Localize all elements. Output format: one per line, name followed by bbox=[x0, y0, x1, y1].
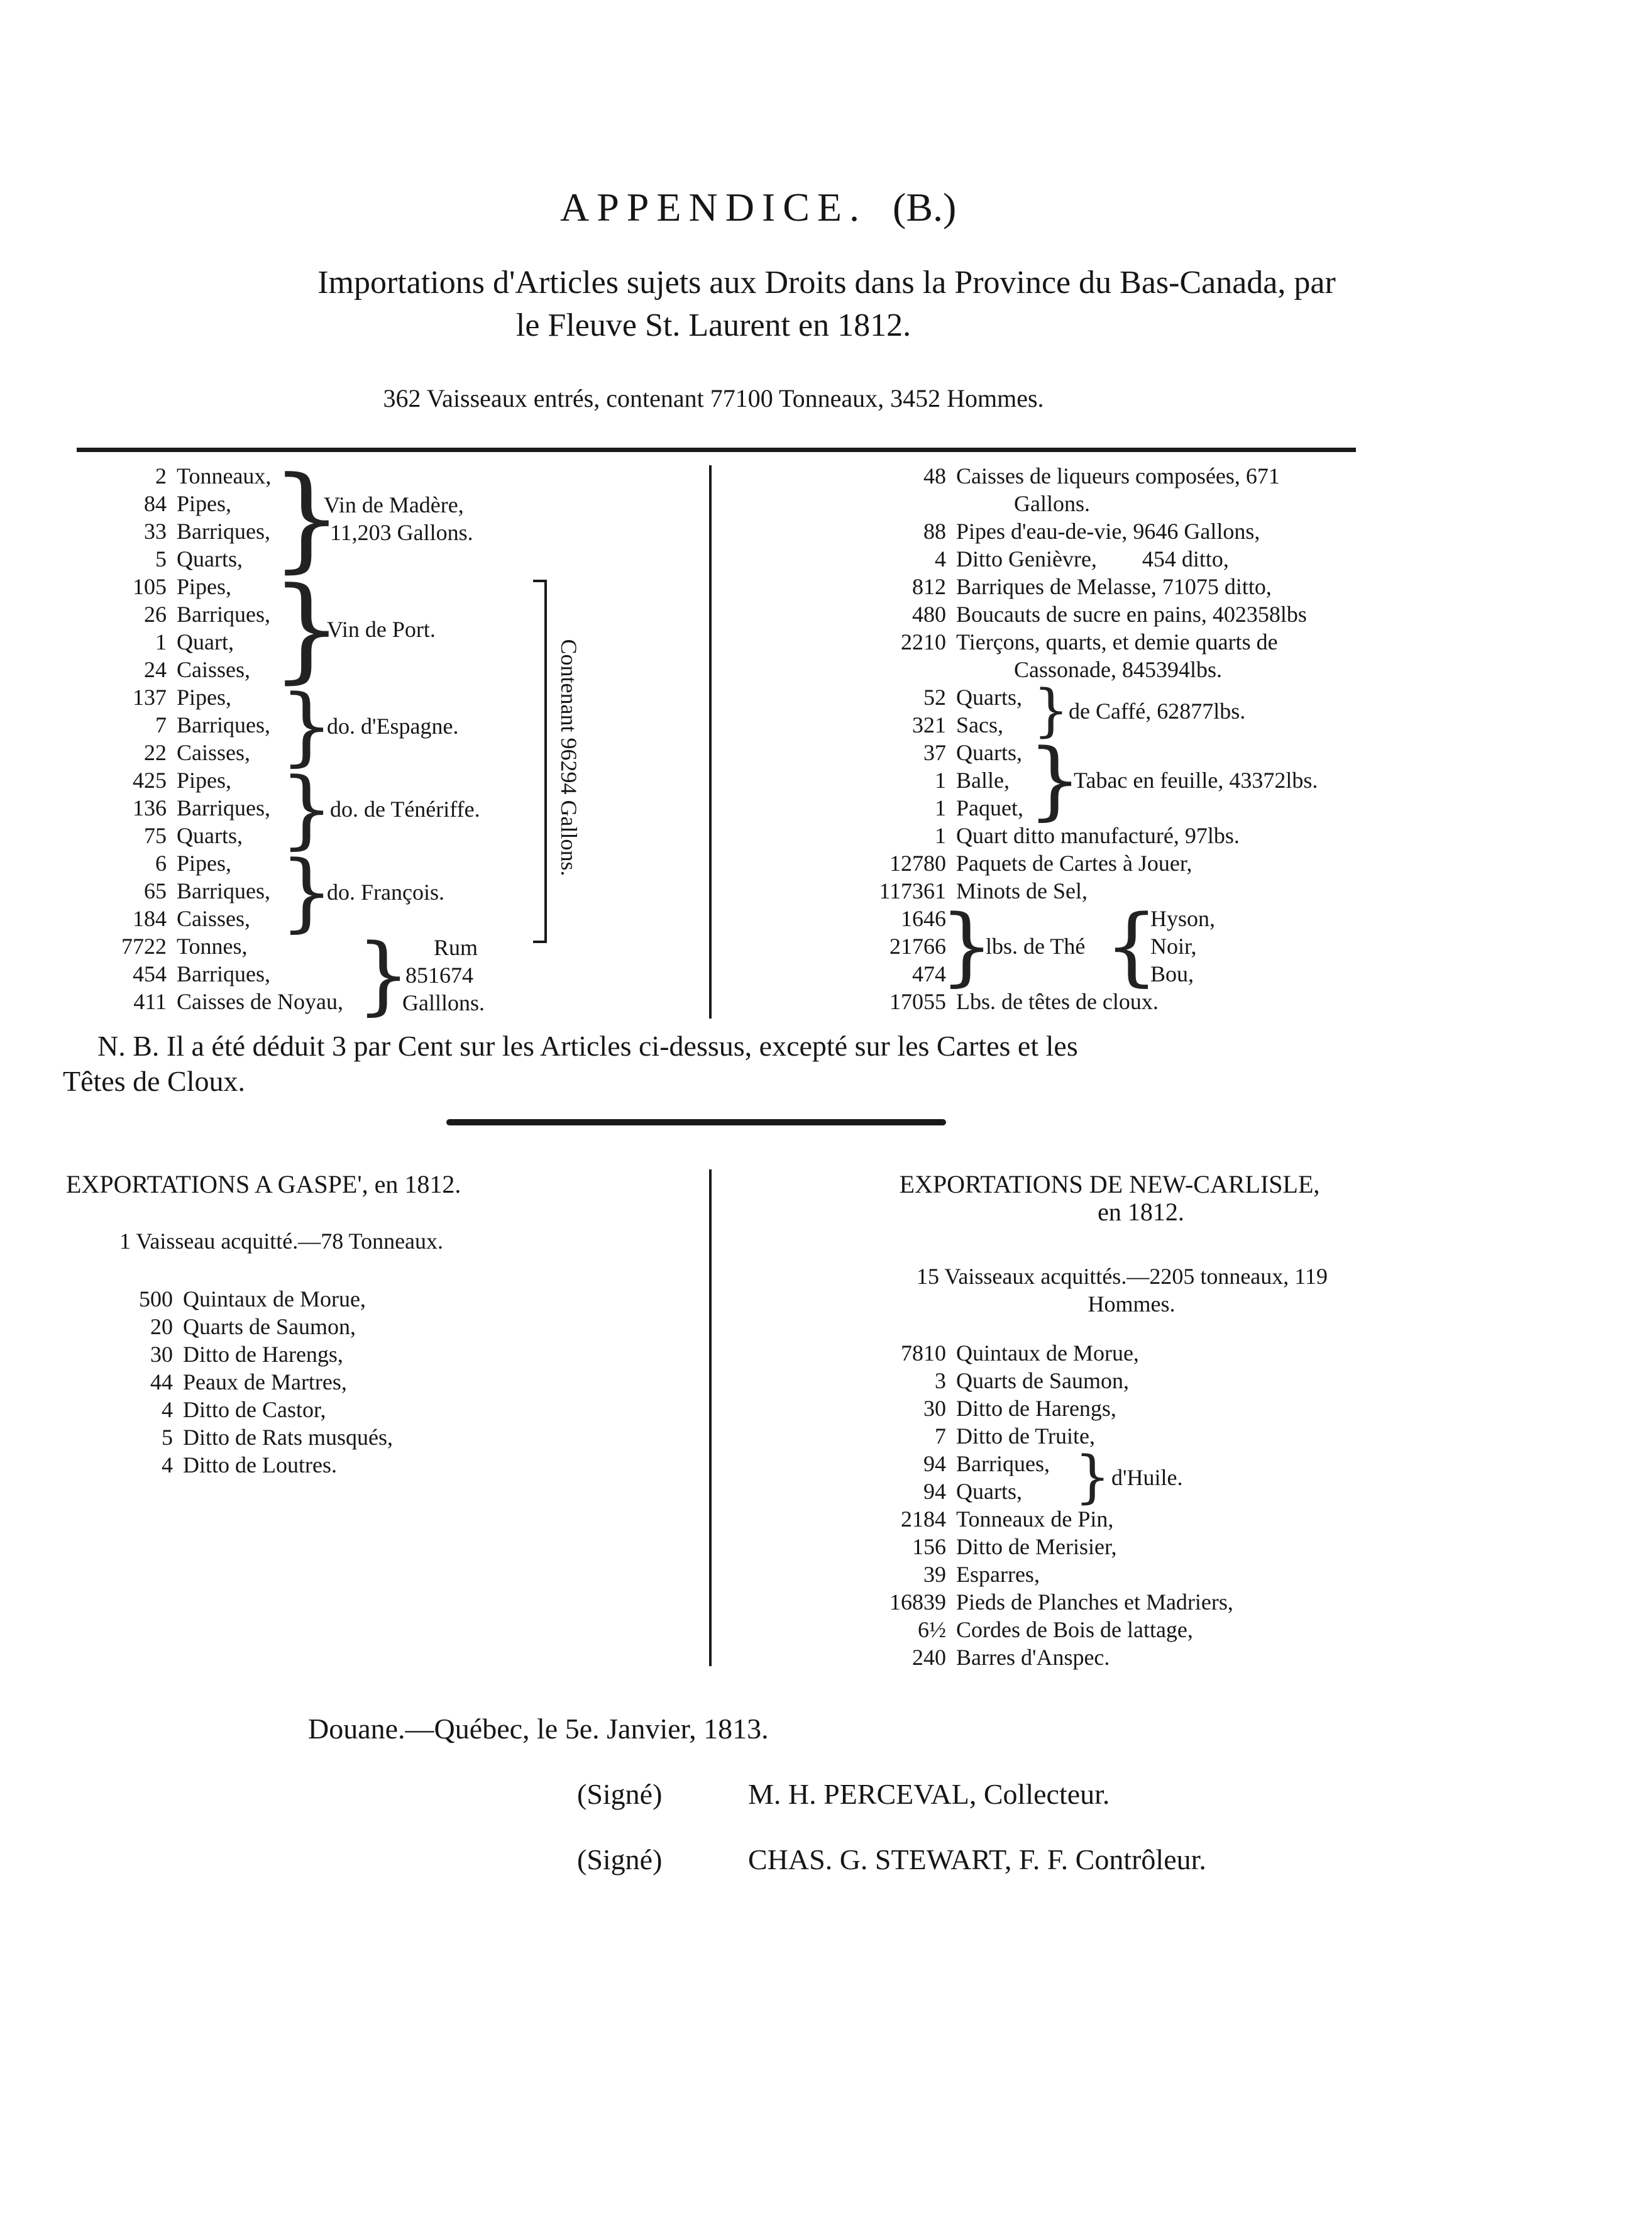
list-item: 480 Boucauts de sucre en pains, 402358lbs bbox=[912, 602, 1307, 627]
subtitle-line-2: le Fleuve St. Laurent en 1812. bbox=[515, 307, 911, 343]
list-item: 20 Quarts de Saumon, bbox=[150, 1314, 356, 1339]
list-item: 94 Barriques, bbox=[923, 1451, 1050, 1476]
list-item: 44 Peaux de Martres, bbox=[150, 1369, 347, 1395]
gaspe-vessels: 1 Vaisseau acquitté.—78 Tonneaux. bbox=[119, 1229, 444, 1254]
brace-spain: } bbox=[280, 677, 334, 775]
list-item: 454 Barriques, bbox=[133, 961, 270, 986]
tenerife-label: do. de Ténériffe. bbox=[330, 797, 480, 822]
list-item: 7810 Quintaux de Morue, bbox=[901, 1340, 1139, 1366]
list-item: 17055 Lbs. de têtes de cloux. bbox=[889, 989, 1159, 1014]
signature-collector: M. H. PERCEVAL, Collecteur. bbox=[748, 1778, 1110, 1810]
list-item: Bou, bbox=[1150, 961, 1194, 986]
wines-total-bracket bbox=[533, 580, 547, 943]
top-rule bbox=[77, 448, 1356, 452]
list-item: 4 Ditto de Castor, bbox=[162, 1397, 326, 1422]
rum-gallons: Galllons. bbox=[402, 990, 485, 1015]
list-item: 30 Ditto de Harengs, bbox=[150, 1342, 343, 1367]
list-item: 1 Quart ditto manufacturé, 97lbs. bbox=[935, 823, 1240, 848]
other-imports-list bbox=[839, 822, 1240, 905]
carlisle-vessels: 15 Vaisseaux acquittés.—2205 tonneaux, 119 bbox=[917, 1264, 1328, 1289]
list-item: 812 Barriques de Melasse, 71075 ditto, bbox=[912, 574, 1272, 599]
list-item: 6 Pipes, bbox=[155, 851, 232, 876]
list-item: 3 Quarts de Saumon, bbox=[935, 1368, 1129, 1393]
brace-madeira: } bbox=[270, 453, 343, 584]
list-item: 156 Ditto de Merisier, bbox=[912, 1534, 1117, 1559]
list-item: Gallons. bbox=[1014, 491, 1090, 516]
tobacco-label: Tabac en feuille, 43372lbs. bbox=[1074, 768, 1318, 793]
wines-total-label: Contenant 96294 Gallons. bbox=[556, 639, 581, 876]
imports-column-divider bbox=[709, 465, 712, 1019]
nails-row bbox=[839, 988, 1159, 1015]
tea-quantities bbox=[839, 905, 946, 988]
carlisle-vessels-line-2: Hommes. bbox=[1088, 1291, 1176, 1317]
list-item: 425 Pipes, bbox=[133, 768, 232, 793]
imports-note-line-2: Têtes de Cloux. bbox=[63, 1065, 245, 1097]
list-item: Hyson, bbox=[1150, 906, 1216, 931]
list-item: 105 Pipes, bbox=[133, 574, 232, 599]
spain-label: do. d'Espagne. bbox=[327, 714, 459, 739]
brace-oil: } bbox=[1074, 1444, 1111, 1510]
signature-controller: CHAS. G. STEWART, F. F. Contrôleur. bbox=[748, 1843, 1206, 1875]
french-label: do. François. bbox=[327, 880, 444, 905]
list-item: 5 Ditto de Rats musqués, bbox=[162, 1425, 393, 1450]
list-item: 4 Ditto de Loutres. bbox=[162, 1452, 337, 1478]
list-item: 7722 Tonnes, bbox=[121, 934, 248, 959]
oil-label: d'Huile. bbox=[1111, 1465, 1183, 1490]
appendix-title-suffix: (B.) bbox=[893, 185, 957, 229]
list-item: 37 Quarts, bbox=[923, 740, 1022, 765]
list-item: 33 Barriques, bbox=[144, 519, 270, 544]
list-item: 240 Barres d'Anspec. bbox=[912, 1645, 1110, 1670]
brace-port: } bbox=[270, 563, 343, 695]
list-item: 2 Tonneaux, bbox=[155, 463, 272, 489]
list-item: 7 Ditto de Truite, bbox=[935, 1423, 1096, 1449]
list-item: 94 Quarts, bbox=[923, 1479, 1022, 1504]
list-item: 2210 Tierçons, quarts, et demie quarts de bbox=[901, 629, 1278, 655]
list-item: 12780 Paquets de Cartes à Jouer, bbox=[889, 851, 1192, 876]
carlisle-list-b bbox=[839, 1505, 1233, 1671]
list-item: 88 Pipes d'eau-de-vie, 9646 Gallons, bbox=[923, 519, 1260, 544]
place-date: Douane.—Québec, le 5e. Janvier, 1813. bbox=[308, 1713, 769, 1745]
gaspe-list bbox=[97, 1285, 393, 1479]
gaspe-title: EXPORTATIONS A GASPE', en 1812. bbox=[66, 1170, 461, 1198]
list-item: 39 Esparres, bbox=[923, 1562, 1040, 1587]
tea-label: lbs. de Thé bbox=[986, 934, 1086, 959]
list-item: 474 bbox=[912, 961, 946, 986]
brace-tea-left: } bbox=[940, 897, 994, 995]
brace-french: } bbox=[280, 842, 334, 941]
imports-right-list bbox=[839, 462, 1307, 683]
vessels-summary: 362 Vaisseaux entrés, contenant 77100 Tonneaux, 3452 Hommes. bbox=[383, 384, 1044, 412]
list-item: 24 Caisses, bbox=[144, 657, 250, 682]
tea-kinds bbox=[1150, 905, 1215, 988]
list-item: 16839 Pieds de Planches et Madriers, bbox=[889, 1589, 1233, 1615]
brace-coffee: } bbox=[1033, 678, 1069, 744]
list-item: 1 Balle, bbox=[935, 768, 1010, 793]
list-item: 321 Sacs, bbox=[912, 712, 1003, 737]
list-item: 84 Pipes, bbox=[144, 491, 232, 516]
subtitle-line-1: Importations d'Articles sujets aux Droits dans la Province du Bas-Canada, par bbox=[317, 265, 1336, 301]
list-item: 75 Quarts, bbox=[144, 823, 243, 848]
middle-rule bbox=[446, 1119, 946, 1125]
port-label: Vin de Port. bbox=[327, 617, 436, 642]
list-item: Cassonade, 845394lbs. bbox=[1014, 657, 1222, 682]
list-item: 52 Quarts, bbox=[923, 685, 1022, 710]
tobacco-list bbox=[839, 739, 1023, 822]
carlisle-title-line-2: en 1812. bbox=[1098, 1198, 1184, 1226]
exports-column-divider bbox=[709, 1169, 712, 1666]
list-item: 500 Quintaux de Morue, bbox=[139, 1286, 366, 1312]
list-item: 184 Caisses, bbox=[133, 906, 250, 931]
brace-tea-right: { bbox=[1104, 897, 1159, 995]
carlisle-oil-list bbox=[839, 1450, 1050, 1505]
list-item: 136 Barriques, bbox=[133, 795, 270, 820]
appendix-title: APPENDICE. bbox=[559, 185, 867, 229]
list-item: Noir, bbox=[1150, 934, 1197, 959]
carlisle-list-a bbox=[839, 1339, 1139, 1450]
brace-rum: } bbox=[356, 925, 410, 1024]
coffee-list bbox=[839, 683, 1022, 739]
signed-label-2: (Signé) bbox=[577, 1843, 663, 1875]
imports-note: N. B. Il a été déduit 3 par Cent sur les Articles ci-dessus, excepté sur les Cartes et les bbox=[97, 1030, 1078, 1062]
list-item: 411 Caisses de Noyau, bbox=[133, 989, 343, 1014]
list-item: 137 Pipes, bbox=[133, 685, 232, 710]
list-item: 65 Barriques, bbox=[144, 878, 270, 903]
list-item: 2184 Tonneaux de Pin, bbox=[901, 1506, 1114, 1532]
list-item: 22 Caisses, bbox=[144, 740, 250, 765]
madeira-label: Vin de Madère, bbox=[324, 492, 464, 517]
list-item: 30 Ditto de Harengs, bbox=[923, 1396, 1116, 1421]
list-item: 6½ Cordes de Bois de lattage, bbox=[918, 1617, 1193, 1642]
list-item: 1646 bbox=[901, 906, 946, 931]
list-item: 117361 Minots de Sel, bbox=[879, 878, 1088, 903]
brace-tobacco: } bbox=[1028, 731, 1082, 829]
list-item: 5 Quarts, bbox=[155, 546, 243, 572]
list-item: 48 Caisses de liqueurs composées, 671 bbox=[923, 463, 1280, 489]
carlisle-title: EXPORTATIONS DE NEW-CARLISLE, bbox=[899, 1170, 1320, 1198]
list-item: 26 Barriques, bbox=[144, 602, 270, 627]
list-item: 7 Barriques, bbox=[155, 712, 270, 737]
list-item: 21766 bbox=[889, 934, 946, 959]
brace-tenerife: } bbox=[280, 759, 334, 858]
list-item: 1 Quart, bbox=[155, 629, 234, 655]
rum-amount: 851674 bbox=[405, 963, 473, 988]
coffee-label: de Caffé, 62877lbs. bbox=[1069, 699, 1246, 724]
list-item: 4 Ditto Genièvre, 454 ditto, bbox=[935, 546, 1229, 572]
signed-label-1: (Signé) bbox=[577, 1778, 663, 1810]
rum-label: Rum bbox=[434, 935, 478, 960]
madeira-gallons: 11,203 Gallons. bbox=[330, 520, 473, 545]
list-item: 1 Paquet, bbox=[935, 795, 1023, 820]
